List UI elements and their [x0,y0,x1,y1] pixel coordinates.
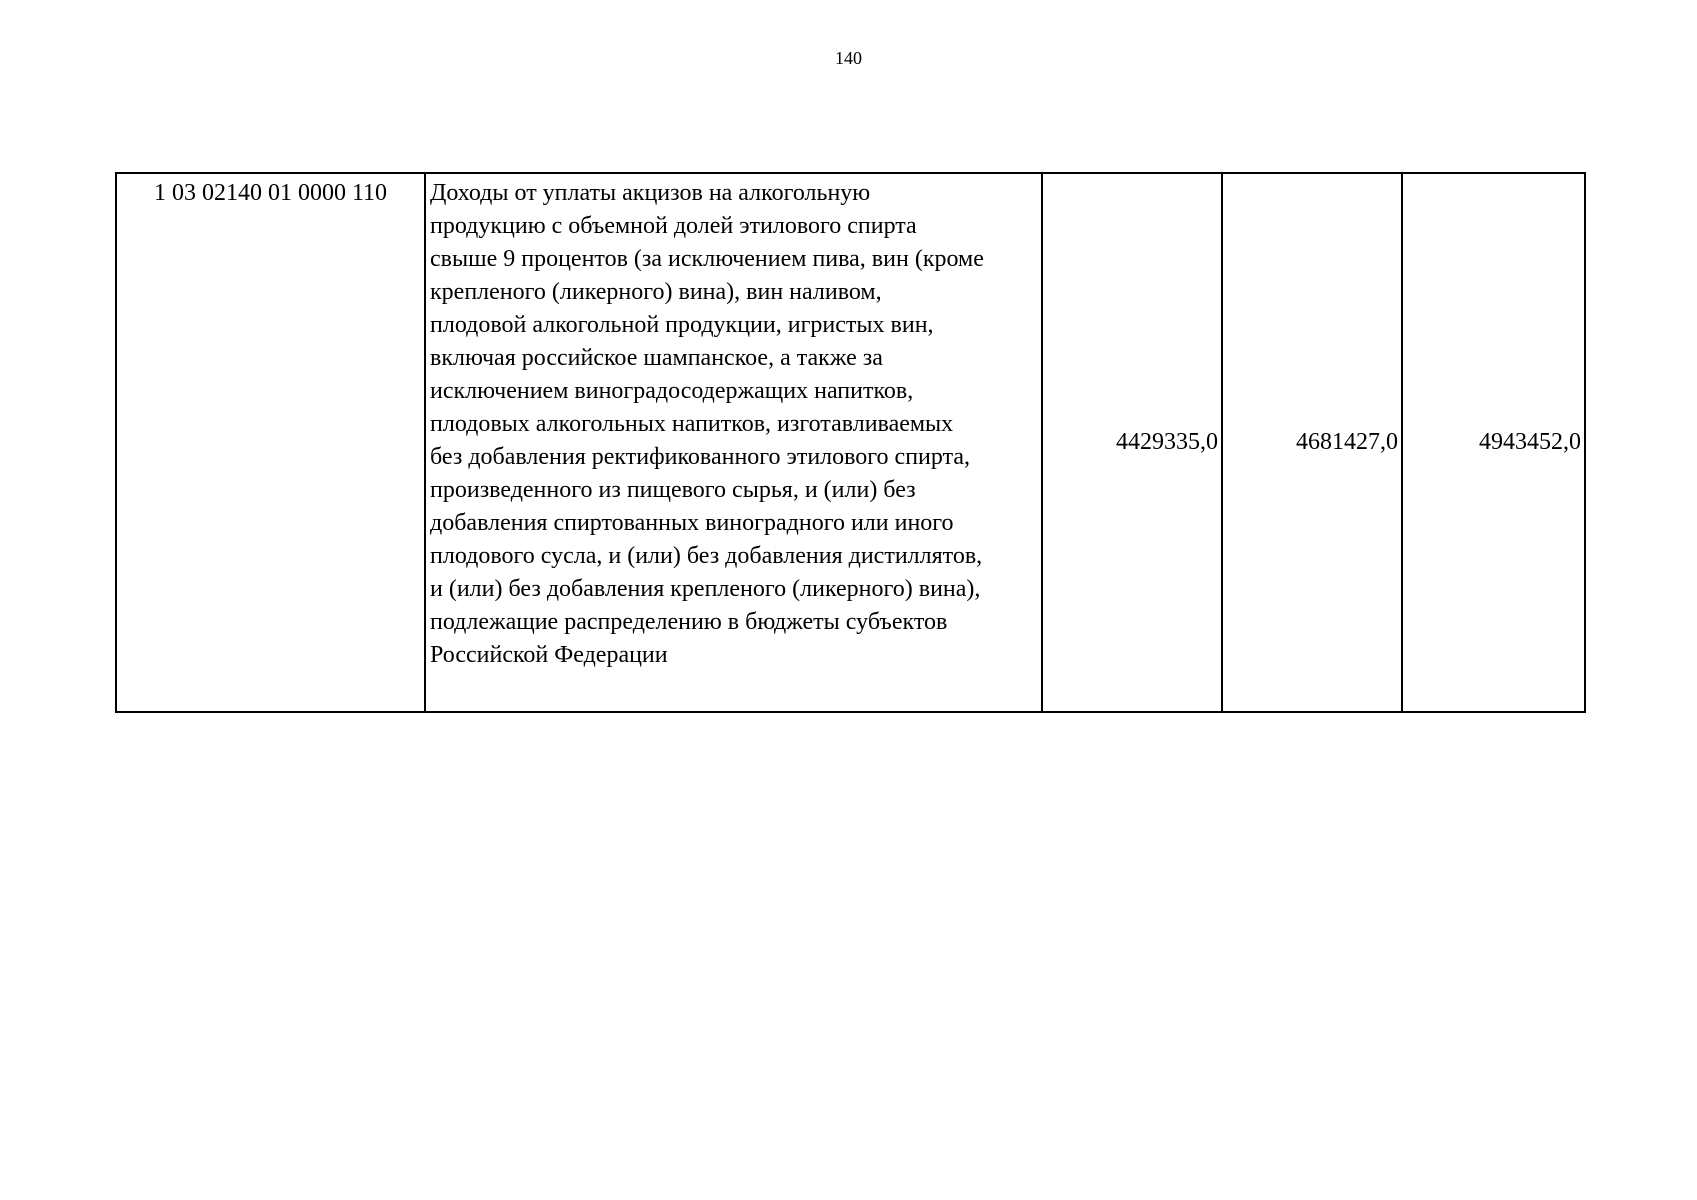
description-line: добавления спиртованных виноградного или иного [430,510,954,536]
amount-year-1: 4429335,0 [1042,173,1222,712]
budget-table [115,172,1586,713]
income-description [425,173,1042,712]
description-line: плодового сусла, и (или) без добавления дистиллятов, [430,543,983,569]
description-line: свыше 9 процентов (за исключением пива, вин (кроме [430,246,984,272]
description-line: исключением виноградосодержащих напитков, [430,378,914,404]
description-line: крепленого (ликерного) вина), вин наливом, [430,279,882,305]
amount-year-3: 4943452,0 [1402,173,1585,712]
description-line: плодовой алкогольной продукции, игристых вин, [430,312,934,338]
budget-classification-code: 1 03 02140 01 0000 110 [116,173,425,712]
description-line: и (или) без добавления крепленого (ликерного) вина), [430,576,981,602]
description-line: подлежащие распределению в бюджеты субъектов [430,609,948,635]
description-line: Доходы от уплаты акцизов на алкогольную [430,180,871,206]
description-line: продукцию с объемной долей этилового спирта [430,213,917,239]
description-line: произведенного из пищевого сырья, и (или) без [430,477,916,503]
description-line: включая российское шампанское, а также за [430,345,883,371]
description-line: без добавления ректификованного этилового спирта, [430,444,971,470]
table-row [116,173,1585,712]
amount-year-2: 4681427,0 [1222,173,1402,712]
description-line: Российской Федерации [430,642,668,668]
description-line: плодовых алкогольных напитков, изготавливаемых [430,411,954,437]
page-number: 140 [835,48,862,68]
